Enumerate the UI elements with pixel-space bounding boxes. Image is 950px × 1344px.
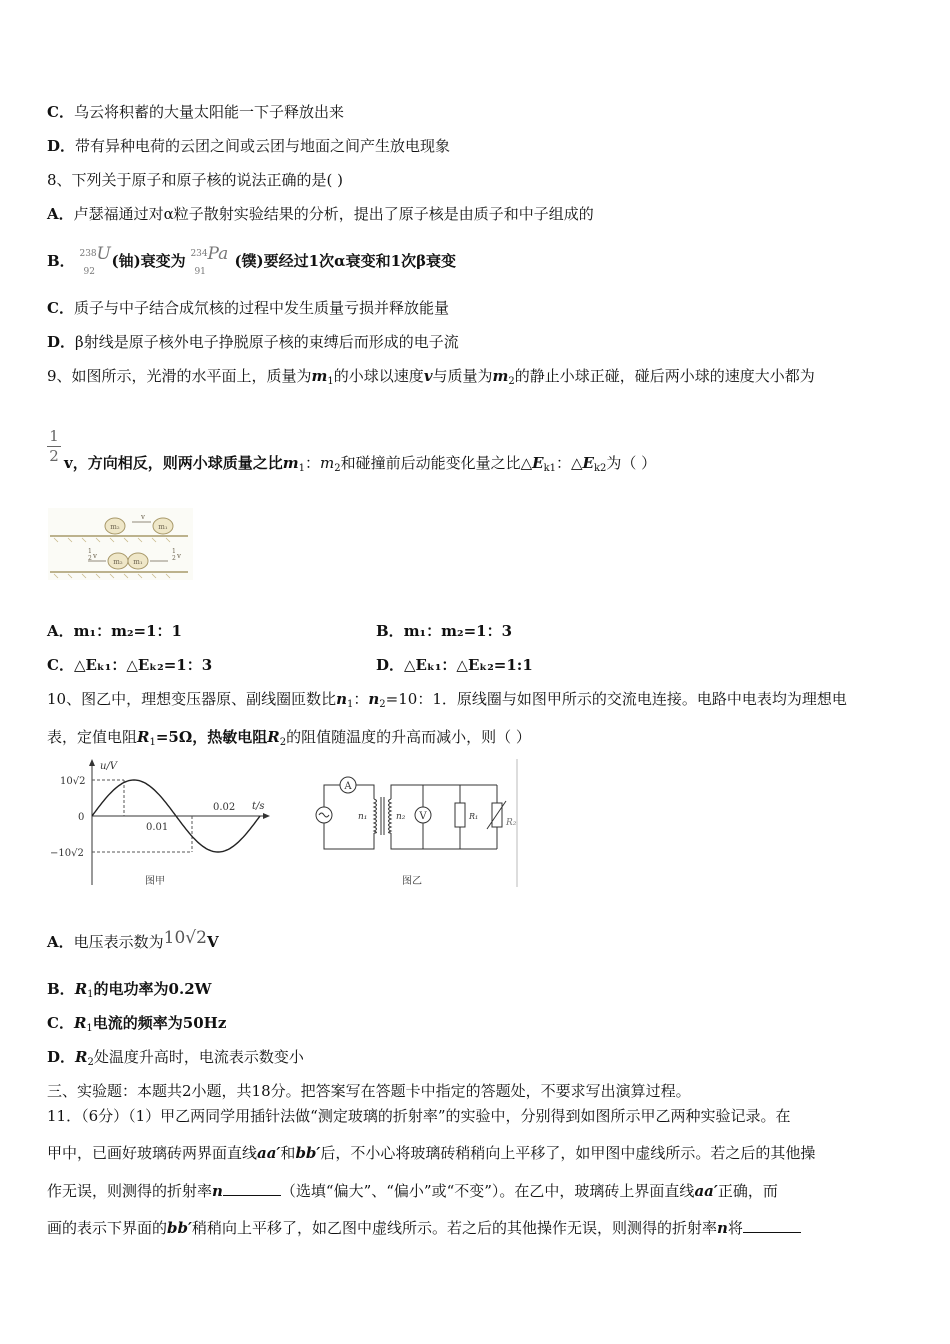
q7-option-c [47,102,344,122]
q8-option-a-label: A． [47,205,74,223]
answer-blank-1[interactable] [223,1181,281,1196]
uranium-nuclide: 238 92 U [79,244,111,277]
q8-option-c [47,298,449,318]
velocity-label: v [141,513,145,521]
u-axis-label: u/V [100,761,118,772]
q9-option-c: C．△Eₖ₁：△Eₖ₂=1：3 [47,656,213,674]
trough-label: −10√2 [50,848,84,859]
q8-stem: 8、下列关于原子和原子核的说法正确的是( ) [47,171,344,189]
waveform-figure [48,757,273,892]
q10-option-d: D．$R_2$处温度升高时，电流表示数变小 [47,1048,304,1068]
q10-option-b: B．$R_1$的电功率为0.2W [47,980,212,1000]
q8-option-c-label: C． [47,299,74,317]
q10-stem-line2: 表，定值电阻$R_1=5\Omega$，热敏电阻$R_2$的阻值随温度的升高而减小，则（ ） [47,728,531,748]
q8-option-d [47,332,459,352]
svg-text:1: 1 [88,548,92,555]
q11-line1: 11．（6分）（1）甲乙两同学用插针法做“测定玻璃的折射率”的实验中，分别得到如图所示甲乙两种实验记录。在 [47,1107,791,1125]
peak-label: 10√2 [60,776,86,787]
secondary-coil [389,799,392,833]
resistor-r1-label: R₁ [469,812,479,821]
q9-option-d: D．△Eₖ₁：△Eₖ₂=1:1 [376,656,533,674]
q11-line2: 甲中，已画好玻璃砖两界面直线aa′和bb′后，不小心将玻璃砖稍稍向上平移了，如甲图中虚线所示。若之后的其他操 [47,1144,816,1162]
q8-option-a [47,204,594,224]
q7-option-d-label: D． [47,137,76,155]
ball-m1-after-label: m₁ [133,558,143,566]
q9-option-a: A．m₁：m₂=1：1 [47,622,182,640]
svg-text:2: 2 [172,555,176,562]
q9-stem-line2: v，方向相反，则两小球质量之比$m_1$：$m_2$和碰撞前后动能变化量之比$\triangle E_{k1}$：$\triangle E_{k2}$为（ ） [64,454,657,474]
collision-figure [48,508,193,580]
q10-option-c: C．$R_1$电流的频率为50Hz [47,1014,227,1034]
q8-option-b-text1: (铀)衰变为 [111,252,186,270]
q10-stem-line1: 10、图乙中，理想变压器原、副线圈匝数比$n_1$：$n_2=10$：1．原线圈与如图甲所示的交流电连接。电路中电表均为理想电 [47,690,847,710]
voltmeter-label: V [419,811,427,822]
svg-text:v: v [93,552,97,560]
circuit-figure [310,757,525,892]
origin-label: 0 [78,812,85,823]
q8-option-c-text: 质子与中子结合成氘核的过程中发生质量亏损并释放能量 [73,299,449,317]
svg-text:1: 1 [172,548,176,555]
q11-line3: 作无误，则测得的折射率n （选填“偏大”、“偏小”或“不变”）。在乙中，玻璃砖上界面直线aa′正确，而 [47,1182,778,1200]
primary-turns-label: n₁ [358,812,368,822]
secondary-turns-label: n₂ [396,812,406,822]
thermistor-r2-label: R₂ [506,818,517,828]
q7-option-c-label: C． [47,103,74,121]
q8-option-d-text: β射线是原子核外电子挣脱原子核的束缚后而形成的电子流 [75,333,459,351]
q8-option-b-text2: (镤)要经过1次α衰变和1次β衰变 [234,252,457,270]
protactinium-nuclide: 234 91 Pa [190,244,229,277]
section-3-heading: 三、实验题：本题共2小题，共18分。把答案写在答题卡中指定的答题处，不要求写出演算过程。 [47,1082,691,1100]
tick-0-01: 0.01 [146,822,169,833]
q7-option-c-text: 乌云将积蓄的大量太阳能一下子释放出来 [73,103,344,121]
q9-stem-line1: 9、如图所示，光滑的水平面上，质量为$m_1$的小球以速度v与质量为$m_2$的静止小球正碰，碰后两小球的速度大小都为 [47,367,815,387]
q8-option-b [47,244,457,277]
svg-text:v: v [177,552,181,560]
ball-m1-before-label: m₁ [158,523,168,531]
ball-m2-before-label: m₂ [110,523,120,531]
q7-option-d [47,136,450,156]
resistor-r1 [455,803,465,827]
answer-blank-2[interactable] [743,1218,801,1233]
q7-option-d-text: 带有异种电荷的云团之间或云团与地面之间产生放电现象 [75,137,451,155]
primary-coil [374,799,377,833]
voltage-value: 10√2 [163,928,207,948]
figure-a-caption: 图甲 [145,876,165,887]
t-axis-label: t/s [252,801,265,812]
ammeter-label: A [344,781,352,792]
q8-option-a-text: 卢瑟福通过对α粒子散射实验结果的分析，提出了原子核是由质子和中子组成的 [73,205,594,223]
q8-option-b-label: B． [47,252,75,270]
svg-text:2: 2 [88,555,92,562]
tick-0-02: 0.02 [213,802,236,813]
q10-option-a: A．电压表示数为10√2V [47,928,219,951]
q11-line4: 画的表示下界面的bb′稍稍向上平移了，如乙图中虚线所示。若之后的其他操作无误，则测得的折射率n将 [47,1218,801,1238]
q9-half-fraction: 1 2 [47,428,61,465]
figure-b-caption: 图乙 [402,876,422,887]
ball-m2-after-label: m₂ [113,558,123,566]
q8-option-d-label: D． [47,333,76,351]
q9-option-b: B．m₁：m₂=1：3 [376,622,513,640]
